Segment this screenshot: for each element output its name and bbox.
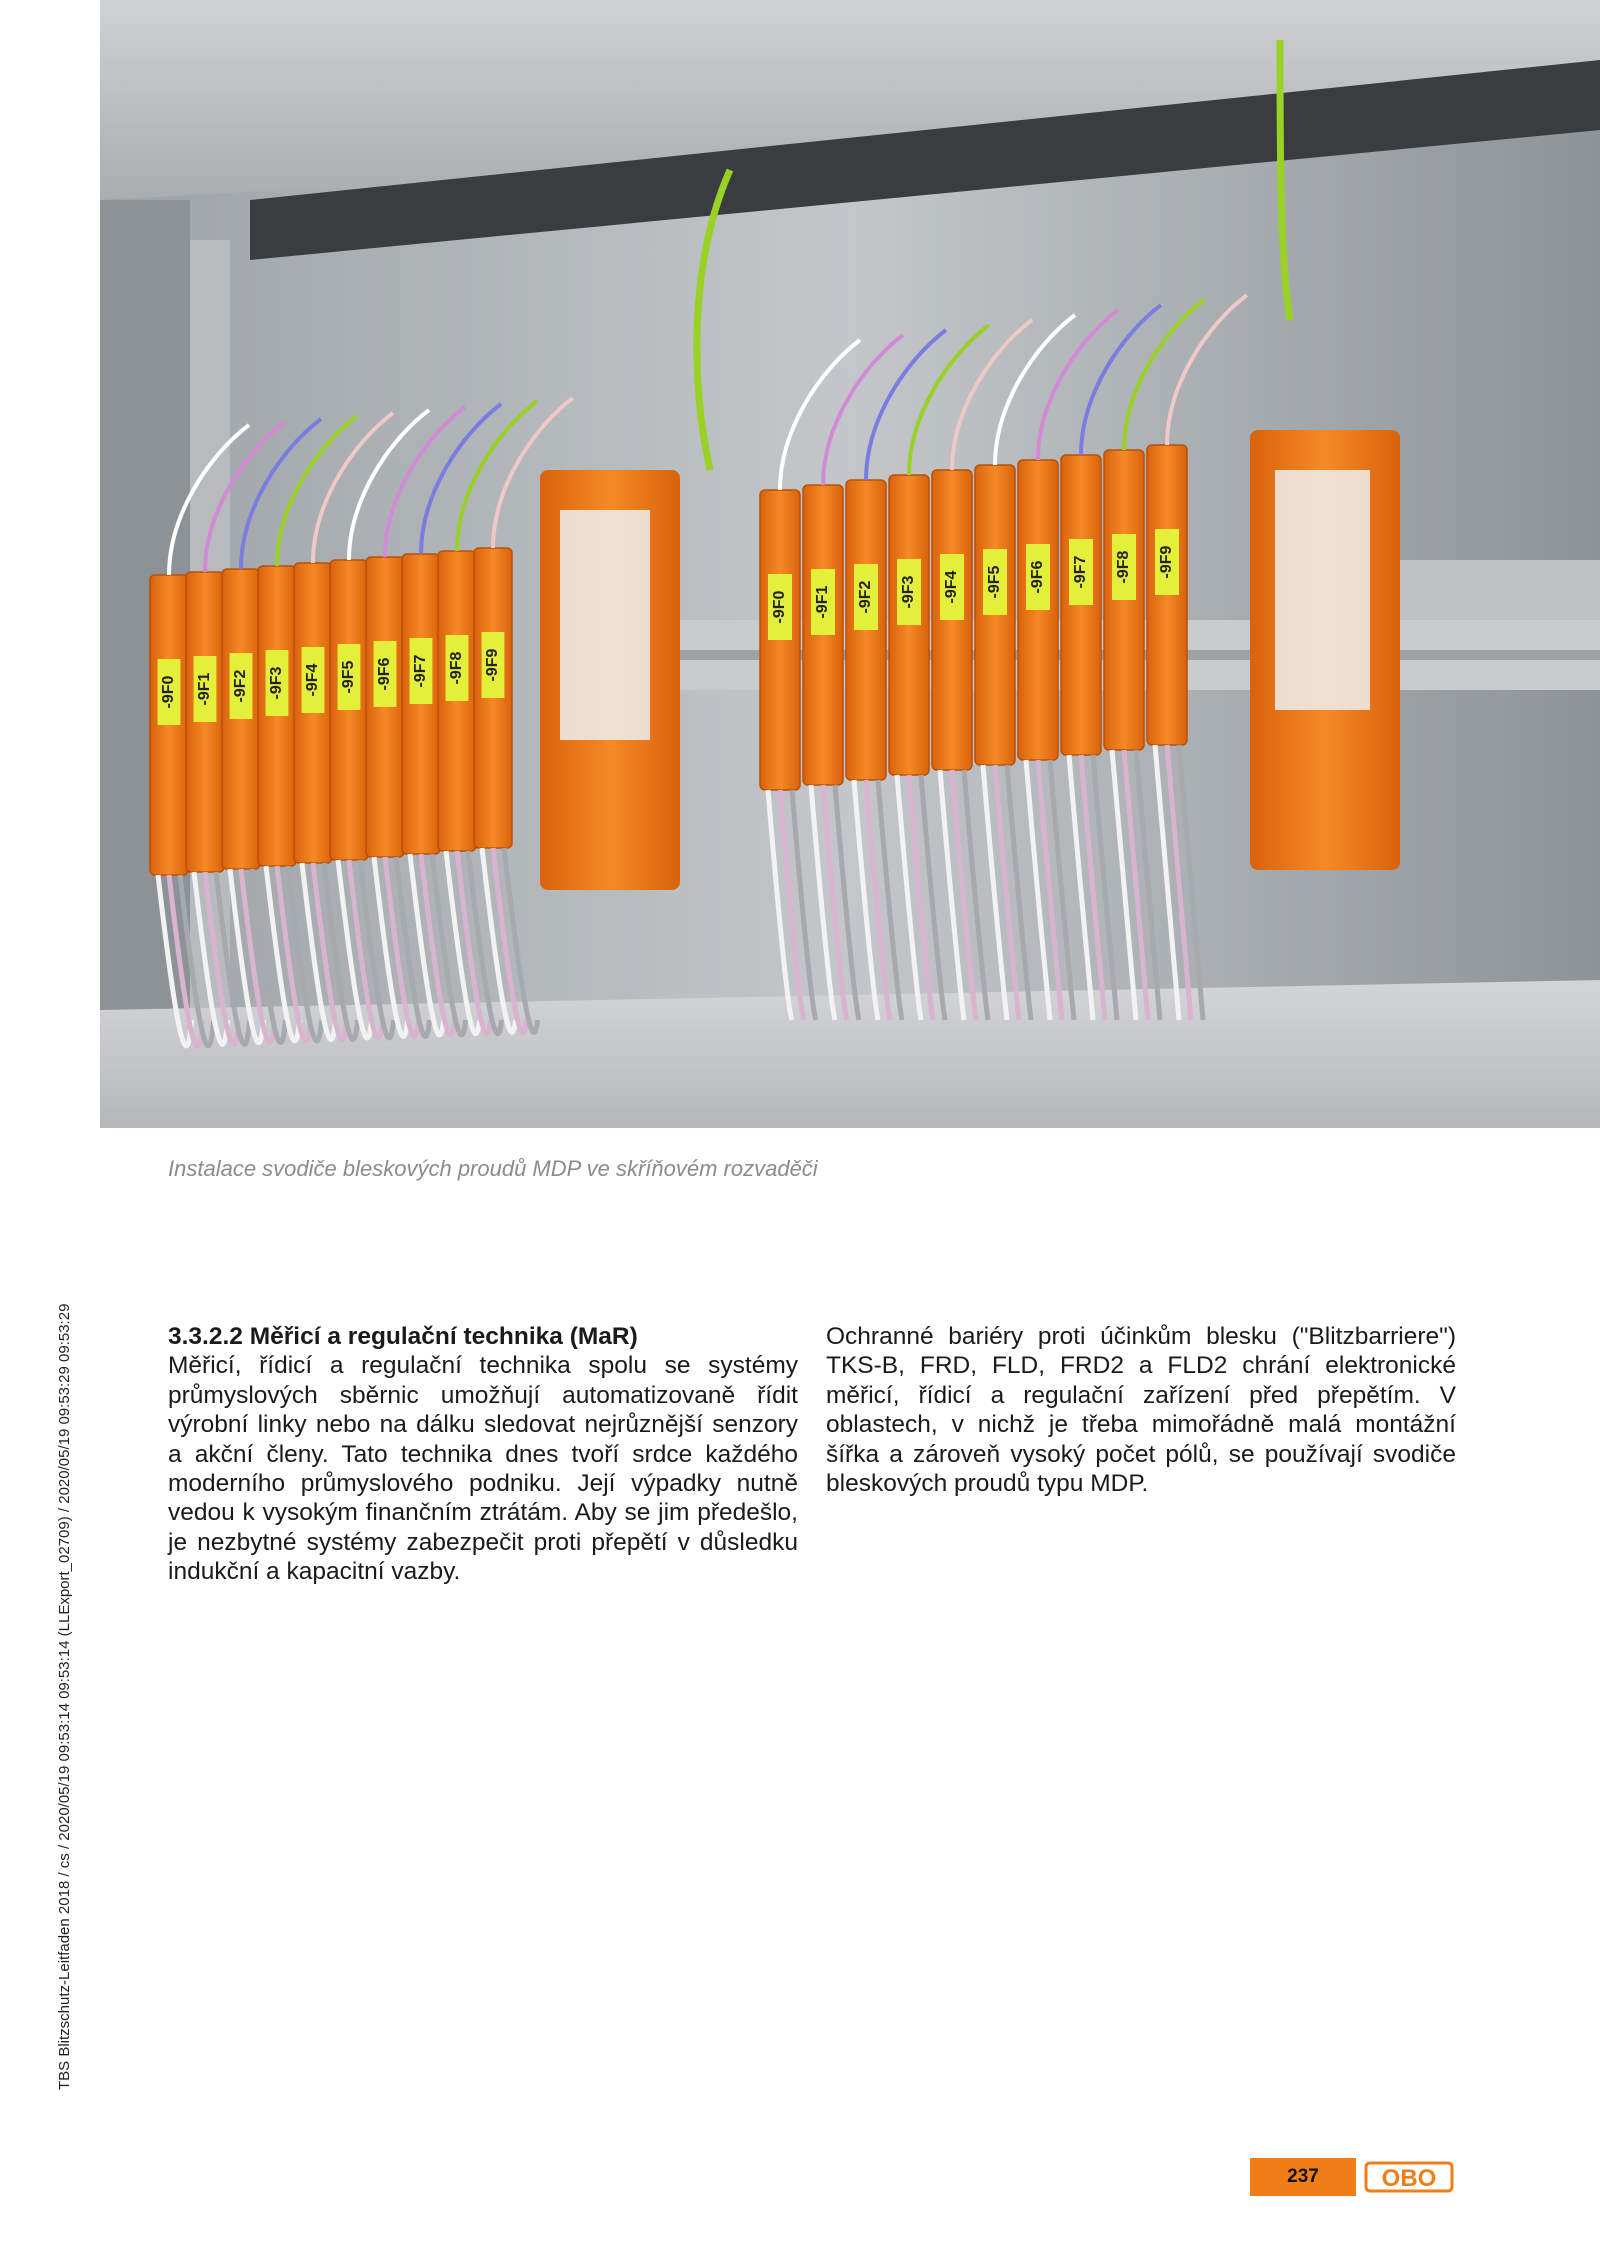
- installation-photo: [100, 0, 1600, 1128]
- text-column-right: [826, 1322, 1456, 1498]
- module-label: -9F6: [376, 657, 394, 691]
- document-meta-sidebar: TBS Blitzschutz-Leitfaden 2018 / cs / 2020/05/19 09:53:14 09:53:14 (LLExport_02709) / 2020/05/19 09:53:29 09:53:29: [56, 1303, 73, 2090]
- module-label: -9F7: [412, 654, 430, 688]
- photo-illustration: [100, 0, 1600, 1128]
- module-label: -9F9: [484, 648, 502, 682]
- section-heading: 3.3.2.2 Měřicí a regulační technika (MaR): [168, 1323, 638, 1350]
- svg-text:OBO: OBO: [1381, 2165, 1437, 2192]
- module-label: -9F9: [1158, 545, 1176, 579]
- photo-caption: Instalace svodiče bleskových proudů MDP ve skříňovém rozvaděči: [168, 1156, 818, 1181]
- text-column-left: [168, 1322, 798, 1587]
- module-label: -9F2: [857, 580, 875, 614]
- module-label: -9F3: [268, 666, 286, 700]
- module-label: -9F8: [1115, 550, 1133, 584]
- module-label: -9F5: [986, 565, 1004, 599]
- module-label: -9F3: [900, 575, 918, 609]
- paragraph-right: Ochranné bariéry proti účinkům blesku ("Blitzbarriere") TKS-B, FRD, FLD, FRD2 a FLD2 chrání elektronické měřicí, řídicí a regulační zařízení před přepětím. V oblastech, v nichž je třeba mimořádně malá montážní šířka a zároveň vysoký počet pólů, se používají svodiče bleskových proudů typu MDP.: [826, 1323, 1456, 1498]
- module-label: -9F1: [814, 585, 832, 619]
- module-label: -9F6: [1029, 560, 1047, 594]
- module-label: -9F1: [196, 672, 214, 706]
- module-label: -9F5: [340, 660, 358, 694]
- module-label: -9F4: [304, 663, 322, 697]
- page-number-tab: [1250, 2158, 1356, 2196]
- module-label: -9F0: [771, 590, 789, 624]
- paragraph-left: Měřicí, řídicí a regulační technika spolu se systémy průmyslových sběrnic umožňují automatizovaně řídit výrobní linky nebo na dálku sledovat nejrůznější senzory a akční členy. Tato technika dnes tvoří srdce každého moderního průmyslového podniku. Její výpadky nutně vedou k vysokým finančním ztrátám. Aby se jim předešlo, je nezbytné systémy zabezpečit proti přepětí v důsledku indukční a kapacitní vazby.: [168, 1352, 798, 1586]
- obo-logo: [1364, 2160, 1454, 2194]
- module-label: -9F4: [943, 570, 961, 604]
- module-label: -9F7: [1072, 555, 1090, 589]
- module-label: -9F2: [232, 669, 250, 703]
- module-label: -9F8: [448, 651, 466, 685]
- page-number: 237: [1287, 2166, 1319, 2187]
- module-label: -9F0: [160, 675, 178, 709]
